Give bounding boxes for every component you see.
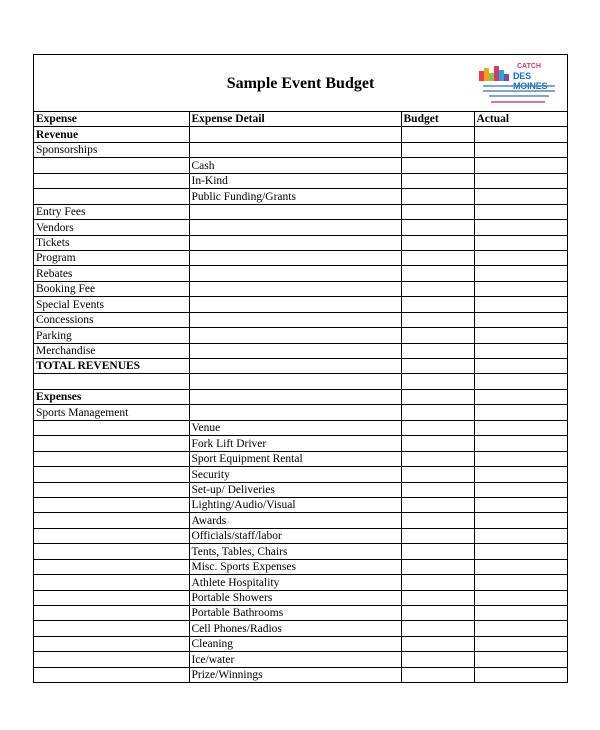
expense-cell xyxy=(34,436,189,451)
expense-detail-cell: Officials/staff/labor xyxy=(189,528,401,543)
actual-cell xyxy=(474,405,567,420)
table-row xyxy=(34,250,567,265)
actual-cell xyxy=(474,652,567,667)
expense-cell: Vendors xyxy=(34,220,189,235)
expense-cell: Revenue xyxy=(34,127,189,142)
logo-url xyxy=(491,101,545,103)
logo-text-des-moines: DES xyxy=(513,71,531,81)
table-row xyxy=(34,652,567,667)
expense-detail-cell xyxy=(189,142,401,157)
budget-cell xyxy=(401,359,474,374)
column-header-expense: Expense xyxy=(34,112,189,127)
budget-cell xyxy=(401,220,474,235)
table-row xyxy=(34,436,567,451)
expense-detail-cell xyxy=(189,127,401,142)
budget-cell xyxy=(401,436,474,451)
table-row xyxy=(34,173,567,188)
budget-cell xyxy=(401,389,474,404)
expense-cell: Parking xyxy=(34,328,189,343)
expense-cell xyxy=(34,575,189,590)
budget-cell xyxy=(401,606,474,621)
table-row xyxy=(34,544,567,559)
expense-detail-cell: Cash xyxy=(189,158,401,173)
actual-cell xyxy=(474,127,567,142)
actual-cell xyxy=(474,528,567,543)
document-title: Sample Event Budget xyxy=(226,75,375,92)
expense-detail-cell xyxy=(189,235,401,250)
table-row xyxy=(34,389,567,404)
expense-cell: Sponsorships xyxy=(34,142,189,157)
catch-des-moines-logo xyxy=(477,61,561,105)
budget-cell xyxy=(401,343,474,358)
actual-cell xyxy=(474,374,567,389)
budget-cell xyxy=(401,158,474,173)
expense-cell: Sports Management xyxy=(34,405,189,420)
table-row xyxy=(34,142,567,157)
expense-detail-cell: Misc. Sports Expenses xyxy=(189,559,401,574)
actual-cell xyxy=(474,343,567,358)
table-row xyxy=(34,559,567,574)
expense-detail-cell xyxy=(189,220,401,235)
expense-detail-cell xyxy=(189,328,401,343)
actual-cell xyxy=(474,621,567,636)
budget-cell xyxy=(401,652,474,667)
actual-cell xyxy=(474,636,567,651)
expense-cell xyxy=(34,451,189,466)
expense-cell: Concessions xyxy=(34,312,189,327)
budget-cell xyxy=(401,528,474,543)
table-row xyxy=(34,189,567,204)
table-row xyxy=(34,451,567,466)
budget-cell xyxy=(401,544,474,559)
table-row xyxy=(34,204,567,219)
expense-detail-cell xyxy=(189,204,401,219)
expense-detail-cell: Cell Phones/Radios xyxy=(189,621,401,636)
table-row xyxy=(34,235,567,250)
actual-cell xyxy=(474,266,567,281)
expense-detail-cell xyxy=(189,250,401,265)
budget-cell xyxy=(401,636,474,651)
table-row xyxy=(34,482,567,497)
table-row xyxy=(34,405,567,420)
actual-cell xyxy=(474,142,567,157)
expense-detail-cell xyxy=(189,374,401,389)
document-header xyxy=(34,55,567,112)
actual-cell xyxy=(474,436,567,451)
budget-cell xyxy=(401,204,474,219)
table-row xyxy=(34,312,567,327)
actual-cell xyxy=(474,204,567,219)
table-row xyxy=(34,528,567,543)
expense-cell xyxy=(34,621,189,636)
budget-cell xyxy=(401,590,474,605)
expense-cell: Entry Fees xyxy=(34,204,189,219)
expense-detail-cell: Tents, Tables, Chairs xyxy=(189,544,401,559)
expense-detail-cell: Venue xyxy=(189,420,401,435)
expense-cell xyxy=(34,420,189,435)
expense-detail-cell xyxy=(189,343,401,358)
budget-cell xyxy=(401,312,474,327)
budget-cell xyxy=(401,467,474,482)
column-header-budget: Budget xyxy=(401,112,474,127)
table-row xyxy=(34,297,567,312)
budget-cell xyxy=(401,513,474,528)
expense-cell xyxy=(34,374,189,389)
actual-cell xyxy=(474,189,567,204)
budget-cell xyxy=(401,497,474,512)
expense-cell: Rebates xyxy=(34,266,189,281)
expense-cell xyxy=(34,528,189,543)
expense-detail-cell: Set-up/ Deliveries xyxy=(189,482,401,497)
table-row xyxy=(34,127,567,142)
budget-cell xyxy=(401,189,474,204)
actual-cell xyxy=(474,420,567,435)
table-header-row xyxy=(34,112,567,127)
actual-cell xyxy=(474,575,567,590)
expense-cell xyxy=(34,482,189,497)
actual-cell xyxy=(474,297,567,312)
expense-detail-cell: Portable Bathrooms xyxy=(189,606,401,621)
budget-cell xyxy=(401,667,474,682)
expense-cell xyxy=(34,467,189,482)
actual-cell xyxy=(474,312,567,327)
actual-cell xyxy=(474,544,567,559)
expense-cell xyxy=(34,497,189,512)
budget-cell xyxy=(401,482,474,497)
expense-cell xyxy=(34,667,189,682)
budget-table xyxy=(34,112,567,683)
expense-cell xyxy=(34,636,189,651)
expense-cell: Expenses xyxy=(34,389,189,404)
expense-detail-cell: In-Kind xyxy=(189,173,401,188)
table-row xyxy=(34,606,567,621)
budget-table-body xyxy=(34,127,567,683)
expense-cell xyxy=(34,158,189,173)
table-row xyxy=(34,158,567,173)
actual-cell xyxy=(474,467,567,482)
budget-cell xyxy=(401,281,474,296)
expense-detail-cell xyxy=(189,389,401,404)
actual-cell xyxy=(474,328,567,343)
expense-detail-cell xyxy=(189,312,401,327)
table-row xyxy=(34,621,567,636)
budget-cell xyxy=(401,451,474,466)
table-row xyxy=(34,497,567,512)
actual-cell xyxy=(474,158,567,173)
budget-cell xyxy=(401,405,474,420)
budget-cell xyxy=(401,235,474,250)
actual-cell xyxy=(474,482,567,497)
table-row xyxy=(34,420,567,435)
budget-cell xyxy=(401,173,474,188)
expense-cell: Program xyxy=(34,250,189,265)
budget-sheet xyxy=(33,54,568,683)
table-row xyxy=(34,467,567,482)
expense-detail-cell: Sport Equipment Rental xyxy=(189,451,401,466)
expense-cell xyxy=(34,606,189,621)
expense-detail-cell xyxy=(189,281,401,296)
expense-detail-cell: Awards xyxy=(189,513,401,528)
actual-cell xyxy=(474,667,567,682)
expense-detail-cell xyxy=(189,359,401,374)
expense-cell: Special Events xyxy=(34,297,189,312)
expense-detail-cell: Portable Showers xyxy=(189,590,401,605)
table-row xyxy=(34,667,567,682)
budget-cell xyxy=(401,266,474,281)
expense-cell: Booking Fee xyxy=(34,281,189,296)
table-row xyxy=(34,590,567,605)
logo-fine-print xyxy=(489,95,549,97)
skyline-logo-icon xyxy=(479,65,509,81)
expense-detail-cell: Fork Lift Driver xyxy=(189,436,401,451)
expense-detail-cell: Lighting/Audio/Visual xyxy=(189,497,401,512)
actual-cell xyxy=(474,497,567,512)
actual-cell xyxy=(474,173,567,188)
table-row xyxy=(34,513,567,528)
table-row xyxy=(34,636,567,651)
expense-detail-cell: Security xyxy=(189,467,401,482)
budget-cell xyxy=(401,374,474,389)
table-row xyxy=(34,374,567,389)
expense-cell xyxy=(34,652,189,667)
expense-cell xyxy=(34,513,189,528)
column-header-expense-detail: Expense Detail xyxy=(189,112,401,127)
budget-cell xyxy=(401,559,474,574)
table-row xyxy=(34,266,567,281)
budget-cell xyxy=(401,297,474,312)
logo-text-catch: CATCH xyxy=(517,63,541,70)
actual-cell xyxy=(474,359,567,374)
column-header-actual: Actual xyxy=(474,112,567,127)
table-row xyxy=(34,220,567,235)
expense-cell: TOTAL REVENUES xyxy=(34,359,189,374)
expense-detail-cell: Ice/water xyxy=(189,652,401,667)
table-row xyxy=(34,359,567,374)
budget-cell xyxy=(401,127,474,142)
table-row xyxy=(34,575,567,590)
budget-cell xyxy=(401,621,474,636)
budget-cell xyxy=(401,250,474,265)
actual-cell xyxy=(474,220,567,235)
expense-detail-cell: Cleaning xyxy=(189,636,401,651)
actual-cell xyxy=(474,235,567,250)
actual-cell xyxy=(474,559,567,574)
expense-detail-cell xyxy=(189,405,401,420)
expense-detail-cell: Prize/Winnings xyxy=(189,667,401,682)
expense-cell: Tickets xyxy=(34,235,189,250)
table-row xyxy=(34,328,567,343)
expense-cell xyxy=(34,590,189,605)
expense-detail-cell xyxy=(189,266,401,281)
expense-cell: Merchandise xyxy=(34,343,189,358)
actual-cell xyxy=(474,590,567,605)
expense-detail-cell: Athlete Hospitality xyxy=(189,575,401,590)
actual-cell xyxy=(474,389,567,404)
expense-cell xyxy=(34,559,189,574)
actual-cell xyxy=(474,513,567,528)
expense-cell xyxy=(34,173,189,188)
expense-cell xyxy=(34,189,189,204)
budget-cell xyxy=(401,142,474,157)
actual-cell xyxy=(474,606,567,621)
expense-detail-cell xyxy=(189,297,401,312)
actual-cell xyxy=(474,250,567,265)
logo-fine-print xyxy=(483,85,555,87)
expense-detail-cell: Public Funding/Grants xyxy=(189,189,401,204)
logo-fine-print xyxy=(483,90,555,92)
expense-cell xyxy=(34,544,189,559)
budget-cell xyxy=(401,420,474,435)
actual-cell xyxy=(474,281,567,296)
table-row xyxy=(34,343,567,358)
actual-cell xyxy=(474,451,567,466)
budget-cell xyxy=(401,328,474,343)
table-row xyxy=(34,281,567,296)
budget-cell xyxy=(401,575,474,590)
